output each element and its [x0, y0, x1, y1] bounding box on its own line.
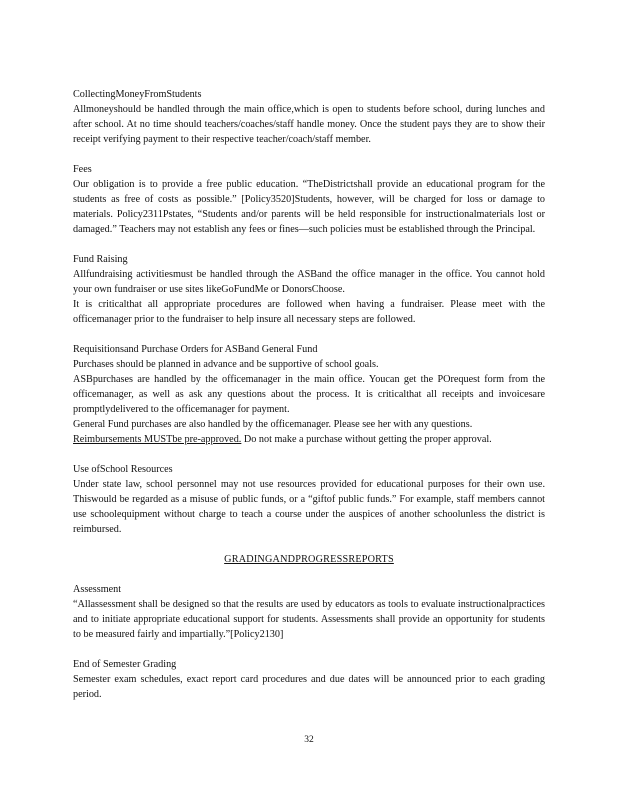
section-paragraph: Our obligation is to provide a free public education. “TheDistrictshall provide an educational program for the students as free of costs as possible.” [Policy3520]Students, however, will be charged for loss or damage to materials. Policy2311Pstates, “Students and/or parents will be held responsible for instructionalmaterials lost or damaged.” Teachers may not establish any fees or fines—such policies must be established through the Principal. [73, 179, 545, 235]
page-number: 32 [304, 735, 314, 745]
section-heading: Assessment [73, 584, 122, 595]
section-school-resources [73, 462, 545, 537]
section-heading: CollectingMoneyFromStudents [73, 89, 202, 100]
section-heading: End of Semester Grading [73, 659, 177, 670]
section-paragraph: General Fund purchases are also handled by the officemanager. Please see her with any questions. [73, 419, 473, 430]
section-fees [73, 162, 545, 237]
section-collecting-money [73, 87, 545, 147]
section-heading: Use ofSchool Resources [73, 464, 173, 475]
section-heading: Fund Raising [73, 254, 128, 265]
section-paragraph: Allfundraising activitiesmust be handled through the ASBand the office manager in the office. You cannot hold your own fundraiser or use sites likeGoFundMe or DonorsChoose. [73, 269, 545, 295]
chapter-title: GRADINGANDPROGRESSREPORTS [224, 554, 394, 565]
section-assessment [73, 582, 545, 642]
reimbursement-note [73, 432, 545, 447]
section-heading: Requisitionsand Purchase Orders for ASBand General Fund [73, 344, 318, 355]
section-paragraph: Allmoneyshould be handled through the main office,which is open to students before school, during lunches and after school. At no time should teachers/coaches/staff handle money. Once the student pays they are to show their receipt verifying payment to their respective teacher/coach/staff member. [73, 104, 545, 145]
page-content [73, 87, 545, 717]
reimbursement-tail: Do not make a purchase without getting the proper approval. [241, 434, 492, 445]
section-paragraph: Under state law, school personnel may not use resources provided for educational purposes for their own use. Thiswould be regarded as a misuse of public funds, or a “giftof public funds.” For example, staff members cannot use schoolequipment without charge to teach a course under the auspices of another schoolunless the district is reimbursed. [73, 479, 545, 535]
section-requisitions [73, 342, 545, 447]
section-paragraph: “Allassessment shall be designed so that the results are used by educators as tools to evaluate instructionalpractices and to initiate appropriate educational support for students. Assessments shall provide an opportunity for students to be measured fairly and impartially.”[Policy2130] [73, 599, 545, 640]
section-paragraph: It is criticalthat all appropriate procedures are followed when having a fundraiser. Please meet with the officemanager prior to the fundraiser to help insure all necessary steps are followed. [73, 299, 545, 325]
section-semester-grading [73, 657, 545, 702]
section-paragraph: Semester exam schedules, exact report card procedures and due dates will be announced prior to each grading period. [73, 674, 545, 700]
section-paragraph: Purchases should be planned in advance and be supportive of school goals. [73, 359, 379, 370]
reimbursement-emphasis: Reimbursements MUSTbe pre-approved. [73, 434, 242, 445]
section-heading: Fees [73, 164, 92, 175]
section-fund-raising [73, 252, 545, 327]
section-paragraph: ASBpurchases are handled by the officemanager in the main office. Youcan get the POrequest form from the officemanager, as well as ask any questions about the process. It is criticalthat all receipts and invoicesare promptlydelivered to the officemanager for payment. [73, 374, 545, 415]
